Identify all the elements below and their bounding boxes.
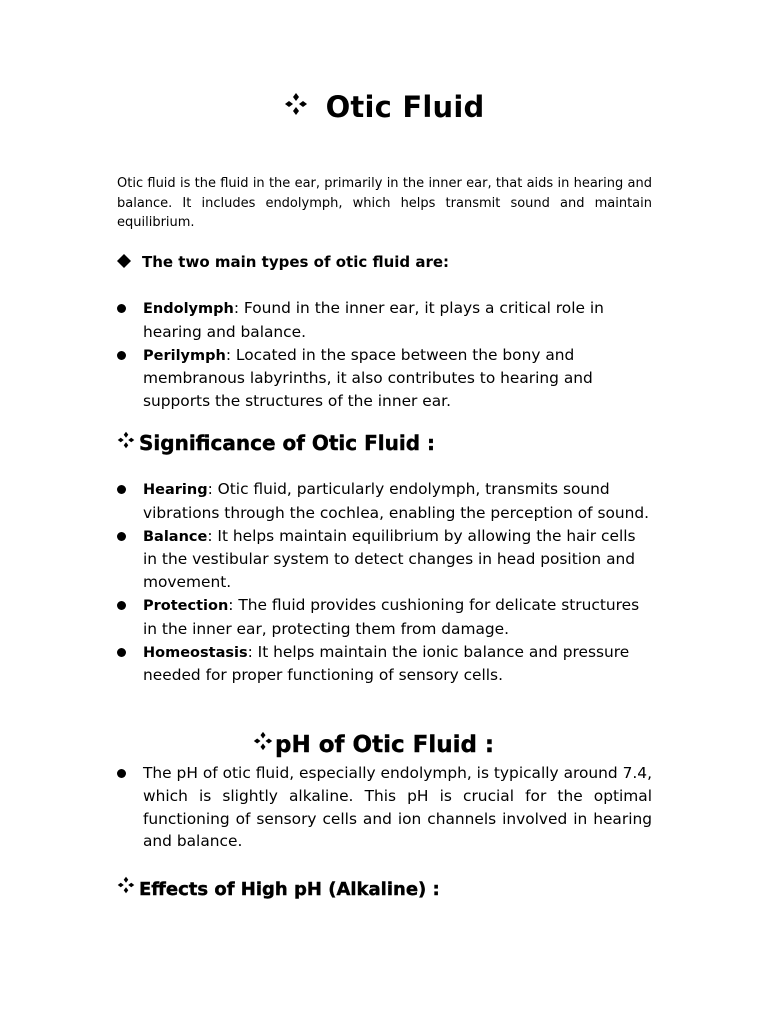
bullet-icon	[117, 485, 126, 494]
term-description: : The fluid provides cushioning for delicate structures in the inner ear, protecting them from damage.	[143, 595, 640, 638]
high-ph-heading	[117, 876, 440, 900]
list-item	[117, 641, 652, 688]
term-description: : Located in the space between the bony and membranous labyrinths, it also contributes to hearing and supports the structures of the inner ear.	[143, 345, 593, 411]
term: Balance	[143, 528, 208, 545]
ph-list	[117, 762, 652, 853]
bullet-icon	[117, 304, 126, 313]
ph-heading-text: pH of Otic Fluid :	[275, 732, 495, 758]
high-ph-heading-text: Effects of High pH (Alkaline) :	[139, 879, 440, 900]
four-diamond-icon	[284, 92, 308, 116]
bullet-icon	[117, 648, 126, 657]
filled-diamond-icon	[117, 254, 131, 268]
term: Perilymph	[143, 347, 226, 364]
types-list	[117, 297, 652, 413]
types-heading	[117, 253, 449, 271]
term-description: : Otic fluid, particularly endolymph, transmits sound vibrations through the cochlea, enabling the perception of sound.	[143, 480, 650, 522]
bullet-icon	[117, 769, 126, 778]
term: Homeostasis	[143, 644, 248, 661]
bullet-icon	[117, 601, 126, 610]
list-item	[117, 762, 652, 853]
significance-heading-text: Significance of Otic Fluid :	[139, 431, 435, 455]
term: Protection	[143, 597, 229, 614]
significance-list	[117, 478, 652, 687]
list-item	[117, 525, 652, 594]
intro-paragraph: Otic fluid is the fluid in the ear, primarily in the inner ear, that aids in hearing and balance. It includes endolymph, which helps transmit sound and maintain equilibrium.	[117, 176, 652, 230]
list-item	[117, 297, 652, 344]
term-description: : It helps maintain equilibrium by allowing the hair cells in the vestibular system to detect changes in head position and movement.	[143, 526, 636, 592]
four-diamond-icon	[253, 731, 273, 751]
ph-heading	[253, 731, 494, 758]
ph-description: The pH of otic fluid, especially endolymph, is typically around 7.4, which is slightly alkaline. This pH is crucial for the optimal functioning of sensory cells and ion channels involved in hearing and balance.	[143, 764, 652, 851]
page-title-text: Otic Fluid	[325, 90, 485, 124]
significance-heading	[117, 431, 435, 455]
term-description: : It helps maintain the ionic balance and pressure needed for proper functioning of sensory cells.	[143, 642, 630, 685]
list-item	[117, 594, 652, 641]
term-description: : Found in the inner ear, it plays a critical role in hearing and balance.	[143, 299, 604, 341]
four-diamond-icon	[117, 431, 135, 449]
bullet-icon	[117, 351, 126, 360]
four-diamond-icon	[117, 876, 135, 894]
list-item	[117, 344, 652, 413]
types-heading-text: The two main types of otic fluid are:	[142, 253, 450, 271]
term: Hearing	[143, 482, 208, 498]
term: Endolymph	[143, 301, 234, 317]
bullet-icon	[117, 532, 126, 541]
list-item	[117, 478, 652, 525]
page-title	[0, 90, 768, 124]
